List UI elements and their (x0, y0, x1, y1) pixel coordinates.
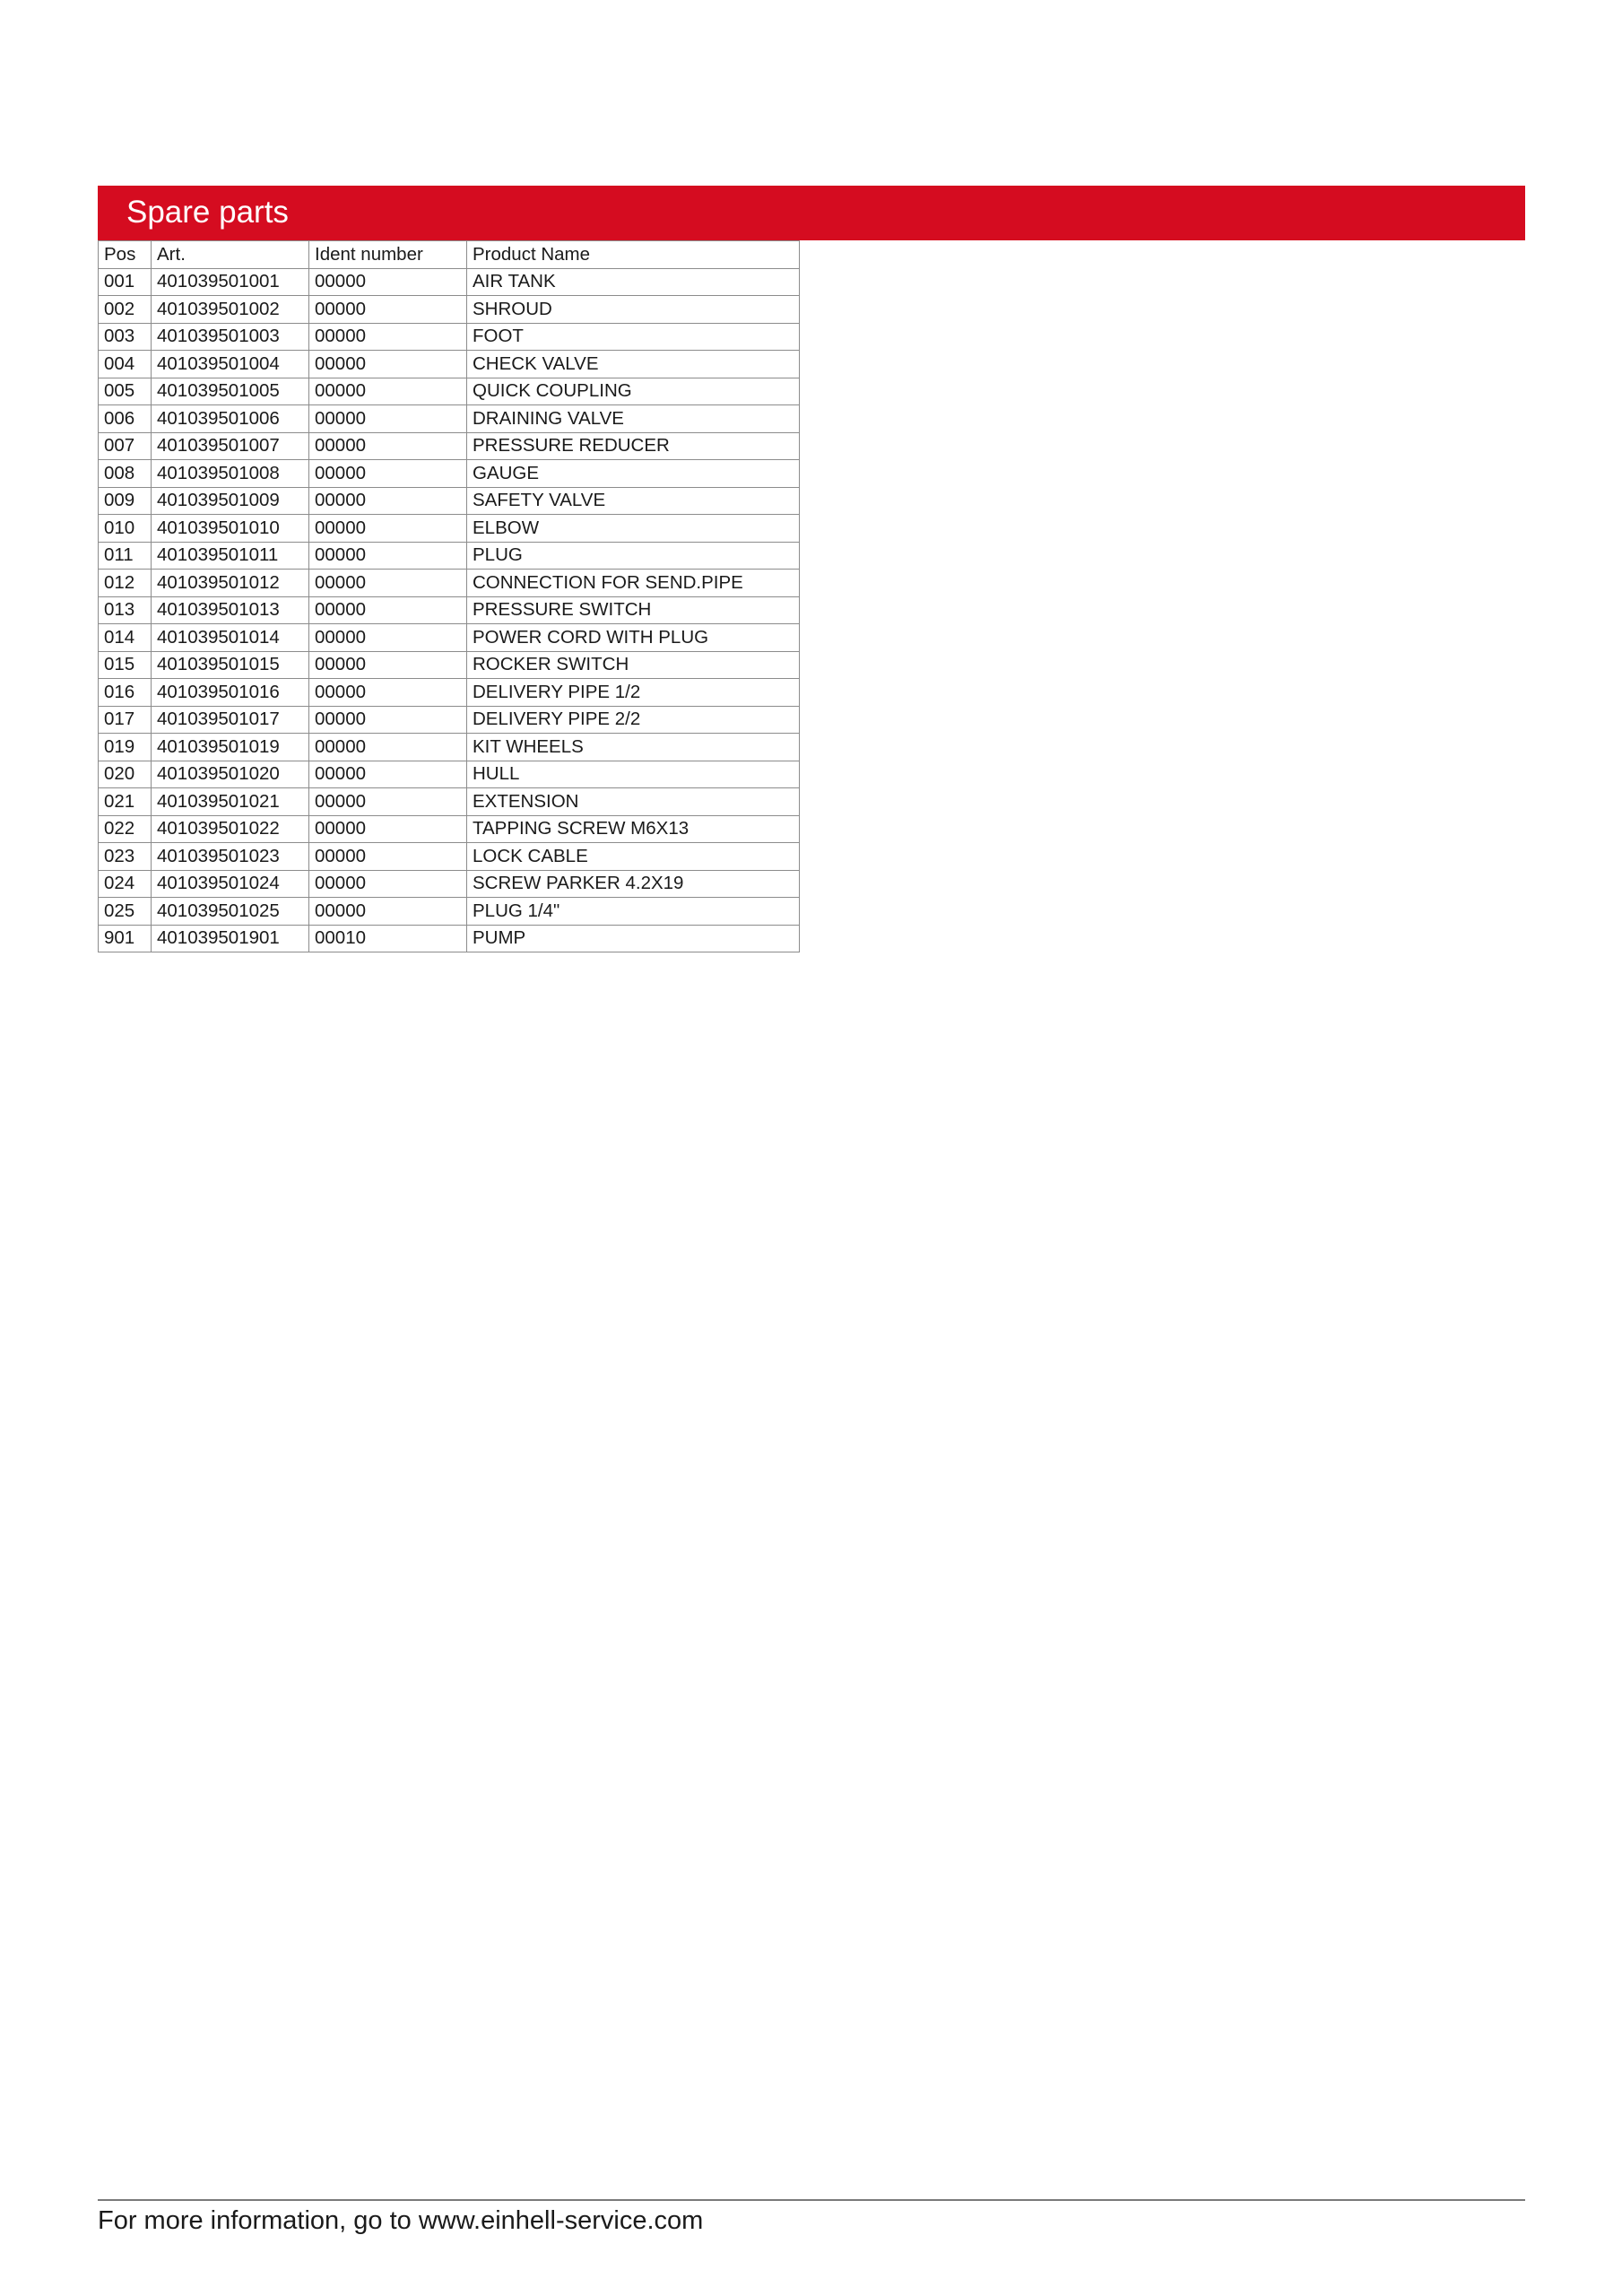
cell-product-name: DELIVERY PIPE 1/2 (467, 679, 800, 707)
cell-product-name: SAFETY VALVE (467, 487, 800, 515)
cell-ident-number: 00000 (309, 351, 467, 378)
cell-art: 401039501014 (152, 624, 309, 652)
table-row (99, 323, 800, 351)
cell-ident-number: 00000 (309, 679, 467, 707)
cell-pos: 017 (99, 706, 152, 734)
cell-art: 401039501006 (152, 405, 309, 433)
footer-divider (98, 2199, 1525, 2201)
table-row (99, 378, 800, 405)
cell-art: 401039501020 (152, 761, 309, 788)
table-row (99, 296, 800, 324)
cell-ident-number: 00000 (309, 870, 467, 898)
cell-ident-number: 00000 (309, 378, 467, 405)
cell-pos: 004 (99, 351, 152, 378)
cell-product-name: DRAINING VALVE (467, 405, 800, 433)
footer-info-text: For more information, go to www.einhell-service.com (98, 2206, 704, 2235)
table-row (99, 515, 800, 543)
cell-ident-number: 00000 (309, 624, 467, 652)
cell-art: 401039501011 (152, 542, 309, 570)
cell-product-name: PRESSURE REDUCER (467, 432, 800, 460)
table-row (99, 706, 800, 734)
table-row (99, 405, 800, 433)
cell-art: 401039501001 (152, 268, 309, 296)
cell-art: 401039501009 (152, 487, 309, 515)
cell-pos: 024 (99, 870, 152, 898)
cell-product-name: SHROUD (467, 296, 800, 324)
column-header-ident-number: Ident number (309, 241, 467, 269)
cell-ident-number: 00000 (309, 651, 467, 679)
cell-pos: 013 (99, 596, 152, 624)
cell-art: 401039501017 (152, 706, 309, 734)
cell-pos: 020 (99, 761, 152, 788)
cell-pos: 015 (99, 651, 152, 679)
cell-product-name: CONNECTION FOR SEND.PIPE (467, 570, 800, 597)
cell-art: 401039501021 (152, 788, 309, 816)
cell-ident-number: 00000 (309, 323, 467, 351)
cell-pos: 010 (99, 515, 152, 543)
cell-art: 401039501010 (152, 515, 309, 543)
cell-pos: 011 (99, 542, 152, 570)
cell-product-name: FOOT (467, 323, 800, 351)
cell-pos: 014 (99, 624, 152, 652)
cell-art: 401039501008 (152, 460, 309, 488)
cell-ident-number: 00000 (309, 432, 467, 460)
cell-pos: 002 (99, 296, 152, 324)
cell-pos: 025 (99, 898, 152, 926)
cell-product-name: CHECK VALVE (467, 351, 800, 378)
cell-art: 401039501007 (152, 432, 309, 460)
cell-ident-number: 00000 (309, 460, 467, 488)
table-header-row (99, 241, 800, 269)
cell-ident-number: 00000 (309, 570, 467, 597)
cell-art: 401039501024 (152, 870, 309, 898)
cell-pos: 007 (99, 432, 152, 460)
cell-product-name: TAPPING SCREW M6X13 (467, 815, 800, 843)
page-title: Spare parts (126, 195, 289, 230)
cell-pos: 006 (99, 405, 152, 433)
cell-pos: 023 (99, 843, 152, 871)
table-row (99, 679, 800, 707)
cell-art: 401039501003 (152, 323, 309, 351)
cell-art: 401039501016 (152, 679, 309, 707)
table-row (99, 596, 800, 624)
cell-ident-number: 00000 (309, 898, 467, 926)
cell-pos: 008 (99, 460, 152, 488)
cell-pos: 021 (99, 788, 152, 816)
cell-art: 401039501023 (152, 843, 309, 871)
table-row (99, 898, 800, 926)
cell-product-name: LOCK CABLE (467, 843, 800, 871)
cell-pos: 901 (99, 925, 152, 952)
cell-art: 401039501005 (152, 378, 309, 405)
cell-art: 401039501002 (152, 296, 309, 324)
table-row (99, 542, 800, 570)
cell-art: 401039501015 (152, 651, 309, 679)
cell-art: 401039501901 (152, 925, 309, 952)
table-row (99, 843, 800, 871)
table-row (99, 570, 800, 597)
cell-product-name: SCREW PARKER 4.2X19 (467, 870, 800, 898)
cell-product-name: KIT WHEELS (467, 734, 800, 761)
table-row (99, 432, 800, 460)
table-row (99, 624, 800, 652)
cell-ident-number: 00000 (309, 788, 467, 816)
cell-product-name: GAUGE (467, 460, 800, 488)
cell-product-name: PRESSURE SWITCH (467, 596, 800, 624)
table-row (99, 351, 800, 378)
table-row (99, 815, 800, 843)
table-row (99, 651, 800, 679)
cell-pos: 012 (99, 570, 152, 597)
cell-art: 401039501013 (152, 596, 309, 624)
cell-pos: 019 (99, 734, 152, 761)
cell-product-name: EXTENSION (467, 788, 800, 816)
cell-art: 401039501022 (152, 815, 309, 843)
table-row (99, 460, 800, 488)
table-row (99, 268, 800, 296)
cell-pos: 003 (99, 323, 152, 351)
table-row (99, 788, 800, 816)
cell-art: 401039501019 (152, 734, 309, 761)
cell-ident-number: 00000 (309, 405, 467, 433)
cell-art: 401039501012 (152, 570, 309, 597)
spare-parts-table (98, 240, 800, 952)
cell-product-name: HULL (467, 761, 800, 788)
spare-parts-banner (98, 186, 1525, 240)
table-row (99, 734, 800, 761)
table-row (99, 870, 800, 898)
cell-ident-number: 00000 (309, 843, 467, 871)
cell-ident-number: 00000 (309, 542, 467, 570)
cell-product-name: AIR TANK (467, 268, 800, 296)
cell-ident-number: 00000 (309, 296, 467, 324)
table-row (99, 925, 800, 952)
cell-product-name: DELIVERY PIPE 2/2 (467, 706, 800, 734)
cell-product-name: QUICK COUPLING (467, 378, 800, 405)
column-header-art: Art. (152, 241, 309, 269)
cell-pos: 022 (99, 815, 152, 843)
cell-product-name: PLUG 1/4" (467, 898, 800, 926)
cell-pos: 016 (99, 679, 152, 707)
column-header-product-name: Product Name (467, 241, 800, 269)
cell-pos: 005 (99, 378, 152, 405)
cell-art: 401039501004 (152, 351, 309, 378)
cell-ident-number: 00000 (309, 761, 467, 788)
cell-ident-number: 00000 (309, 706, 467, 734)
cell-ident-number: 00000 (309, 596, 467, 624)
cell-product-name: POWER CORD WITH PLUG (467, 624, 800, 652)
cell-product-name: ELBOW (467, 515, 800, 543)
cell-art: 401039501025 (152, 898, 309, 926)
table-row (99, 487, 800, 515)
cell-ident-number: 00010 (309, 925, 467, 952)
cell-pos: 009 (99, 487, 152, 515)
column-header-pos: Pos (99, 241, 152, 269)
cell-ident-number: 00000 (309, 515, 467, 543)
cell-ident-number: 00000 (309, 815, 467, 843)
cell-ident-number: 00000 (309, 268, 467, 296)
cell-ident-number: 00000 (309, 734, 467, 761)
cell-product-name: ROCKER SWITCH (467, 651, 800, 679)
cell-pos: 001 (99, 268, 152, 296)
table-body (99, 268, 800, 952)
table-row (99, 761, 800, 788)
cell-ident-number: 00000 (309, 487, 467, 515)
cell-product-name: PLUG (467, 542, 800, 570)
cell-product-name: PUMP (467, 925, 800, 952)
